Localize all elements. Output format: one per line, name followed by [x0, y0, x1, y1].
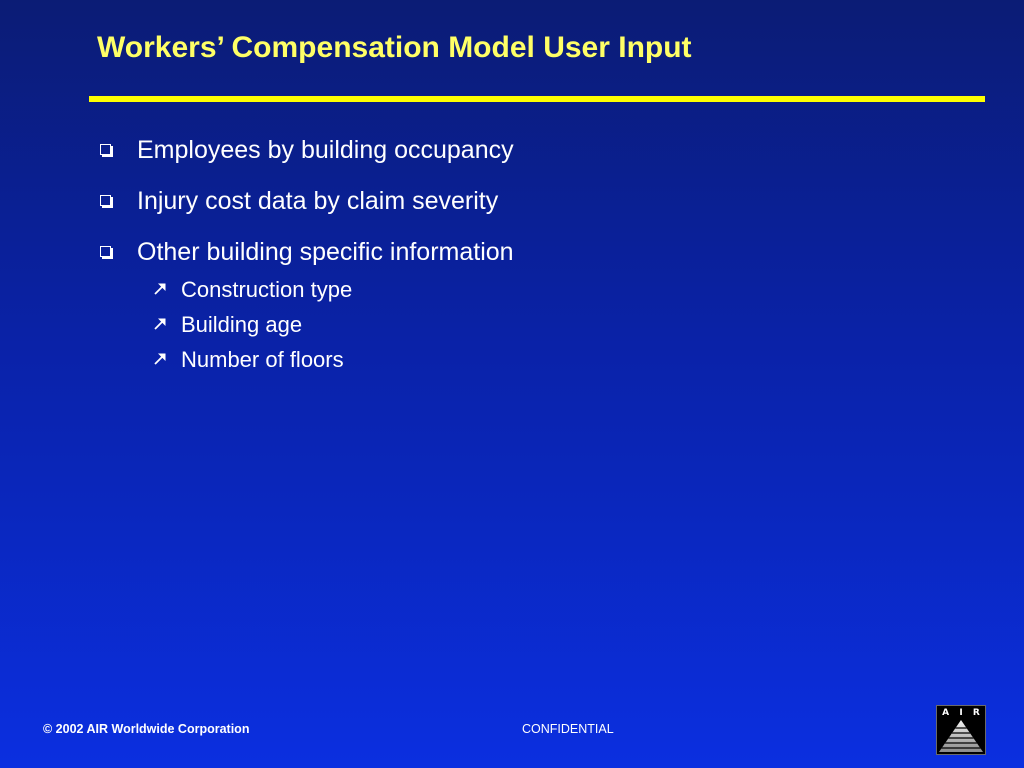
- hollow-square-icon: [100, 246, 111, 257]
- bullet-item: [98, 183, 978, 219]
- slide-title: Workers’ Compensation Model User Input: [97, 31, 692, 64]
- arrow-up-right-icon: [153, 281, 168, 296]
- logo-letter: I: [959, 708, 963, 718]
- arrow-up-right-icon: [153, 351, 168, 366]
- logo-letters: [937, 708, 985, 718]
- sub-bullet-text: Construction type: [181, 277, 353, 302]
- hollow-square-icon: [100, 195, 111, 206]
- sub-bullet-text: Building age: [181, 312, 303, 337]
- hollow-square-icon: [100, 144, 111, 155]
- air-logo: [936, 705, 986, 755]
- bullet-text: Injury cost data by claim severity: [137, 187, 499, 215]
- logo-letter: R: [972, 708, 980, 718]
- arrow-up-right-icon: [153, 316, 168, 331]
- bullet-text: Employees by building occupancy: [137, 136, 514, 164]
- sub-bullet-text: Number of floors: [181, 347, 344, 372]
- footer-confidential: CONFIDENTIAL: [522, 722, 614, 736]
- footer-copyright: © 2002 AIR Worldwide Corporation: [43, 722, 250, 736]
- bullet-text: Other building specific information: [137, 238, 514, 266]
- logo-letter: A: [942, 708, 950, 718]
- bullet-list: [98, 132, 978, 377]
- bullet-item: [98, 132, 978, 168]
- pyramid-icon: [937, 718, 985, 754]
- sub-bullet-item: [143, 342, 978, 377]
- bullet-item: [98, 234, 978, 270]
- sub-bullet-item: [143, 272, 978, 307]
- sub-bullet-list: [98, 272, 978, 377]
- title-underline: [89, 96, 985, 102]
- sub-bullet-item: [143, 307, 978, 342]
